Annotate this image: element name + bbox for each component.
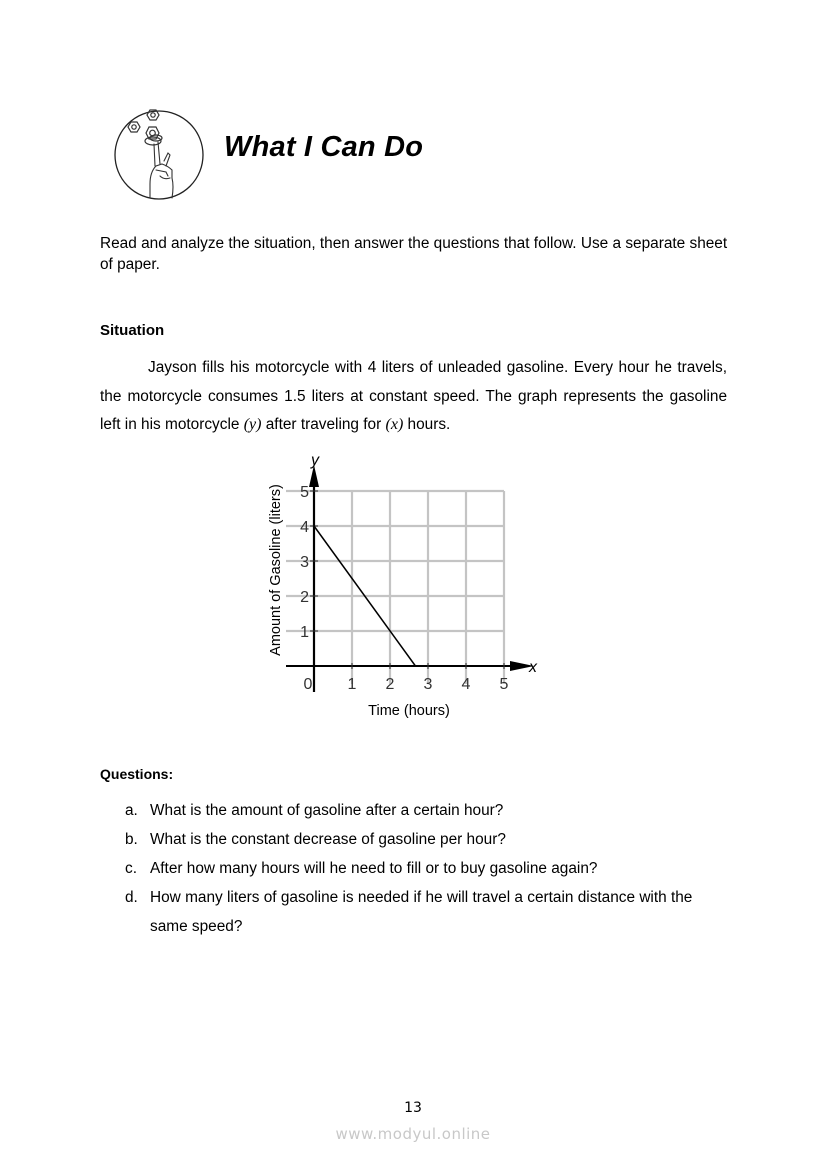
x-tick-label: 3	[423, 676, 433, 693]
x-tick-label: 4	[461, 676, 471, 693]
hand-holding-hex-nuts-icon	[112, 108, 208, 200]
question-letter: d.	[125, 889, 138, 906]
data-point	[415, 665, 417, 667]
situation-text-part2: after traveling for	[261, 416, 386, 433]
horizontal-gridlines	[286, 491, 504, 631]
watermark: www.modyul.online	[335, 1125, 491, 1143]
question-text: What is the amount of gasoline after a certain hour?	[150, 802, 504, 819]
x-tick-label: 2	[385, 676, 395, 693]
instructions-text: Read and analyze the situation, then answer the questions that follow. Use a separate sheet of paper.	[100, 235, 728, 273]
x-tick-label: 0	[303, 676, 313, 693]
situation-text-part1: Jayson fills his motorcycle with 4 liters of unleaded gasoline. Every hour he travels, the motorcycle consumes 1.5 liters at constant speed. The graph represents the gasoline left in his motorcycle	[100, 359, 727, 433]
questions-list	[120, 796, 720, 941]
y-tick-label: 4	[300, 519, 309, 536]
question-letter: c.	[125, 860, 137, 877]
question-text: What is the constant decrease of gasoline per hour?	[150, 831, 506, 848]
variable-y: (y)	[243, 416, 262, 433]
question-item	[120, 825, 720, 854]
y-tick-label: 2	[300, 589, 309, 606]
question-letter: b.	[125, 831, 138, 848]
variable-x: (x)	[385, 416, 404, 433]
question-text: How many liters of gasoline is needed if he will travel a certain distance with the same speed?	[150, 889, 693, 935]
questions-heading: Questions:	[100, 766, 174, 782]
situation-text-part3: hours.	[403, 416, 451, 433]
y-tick-label: 5	[300, 484, 309, 501]
y-axis-label: Amount of Gasoline (liters)	[268, 484, 284, 656]
question-item	[120, 854, 720, 883]
y-tick-label: 3	[300, 554, 309, 571]
page-number: 13	[404, 1100, 422, 1116]
x-tick-label: 1	[347, 676, 357, 693]
gasoline-chart	[250, 445, 550, 730]
y-axis-letter: y	[311, 452, 319, 469]
question-item	[120, 883, 720, 941]
x-axis-letter: x	[529, 659, 537, 676]
data-point	[313, 525, 315, 527]
question-letter: a.	[125, 802, 138, 819]
y-tick-label: 1	[300, 624, 309, 641]
situation-paragraph	[100, 354, 727, 440]
section-title: What I Can Do	[224, 131, 424, 163]
question-item	[120, 796, 720, 825]
question-text: After how many hours will he need to fill or to buy gasoline again?	[150, 860, 598, 877]
situation-heading: Situation	[100, 322, 165, 339]
chart-svg	[250, 445, 550, 730]
vertical-gridlines	[352, 491, 504, 684]
x-tick-label: 5	[499, 676, 509, 693]
tick-labels	[300, 484, 508, 693]
x-axis-label: Time (hours)	[368, 703, 450, 719]
